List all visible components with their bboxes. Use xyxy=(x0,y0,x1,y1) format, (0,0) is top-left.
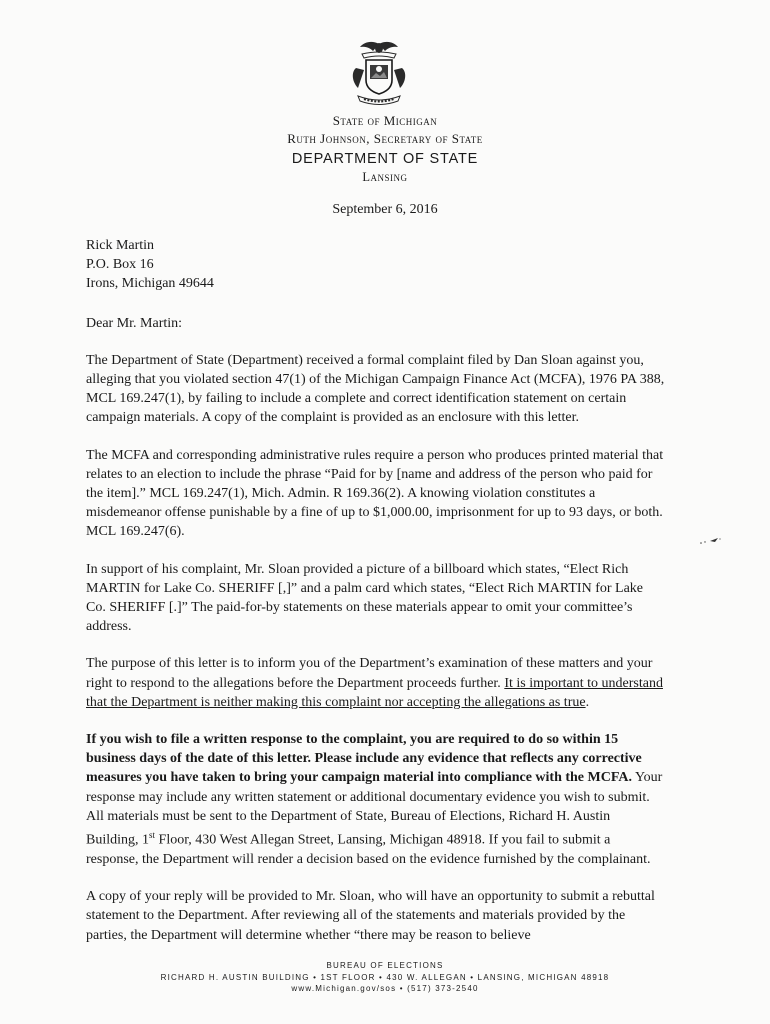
footer-bureau: BUREAU OF ELECTIONS xyxy=(326,961,444,970)
paragraph-purpose xyxy=(86,654,666,712)
paragraph-rebuttal: A copy of your reply will be provided to Mr. Sloan, who will have an opportunity to submit a rebuttal statement to the Department. After reviewing all of the statements and materials provided by the parties, the Department will determine whether “there may be reason to believe xyxy=(86,889,655,943)
salutation: Dear Mr. Martin: xyxy=(86,315,183,331)
letterhead xyxy=(0,112,770,186)
city-name: Lansing xyxy=(362,170,408,184)
paragraph-evidence: In support of his complaint, Mr. Sloan provided a picture of a billboard which states, “Elect Rich MARTIN for Lake Co. SHERIFF [,]” and a palm card which states, “Elect Rich MARTIN for Lake Co. SHERIFF [.]” The paid-for-by statements on these materials appear to omit your committee’s address. xyxy=(86,561,644,635)
recipient-name: Rick Martin xyxy=(86,238,155,253)
paragraph-requirements: The MCFA and corresponding administrative rules require a person who produces printed material that relates to an election to include the phrase “Paid for by [name and address of the person who paid for the item].” MCL 169.247(1), Mich. Admin. R 169.36(2). A knowing violation constitutes a misdemeanor offense punishable by a fine of up to $1,000.00, imprisonment for up to 93 days, or both. MCL 169.247(6). xyxy=(86,447,664,540)
floor-ordinal: st xyxy=(149,830,156,841)
response-deadline: If you wish to file a written response to the complaint, you are required to do so within 15 business days of the date of this letter. Please include any evidence that reflects any corrective measures you have taken to bring your campaign material into compliance with the MCFA. xyxy=(86,732,642,786)
purpose-text: The purpose of this letter is to inform you of the Department’s examination of these matters and your right to respond to the allegations before the Department proceeds further. xyxy=(86,656,653,691)
important-notice: It is important to understand that the Department is neither making this complaint nor accepting the allegations as true xyxy=(86,675,663,710)
footer-contact: www.Michigan.gov/sos • (517) 373-2540 xyxy=(291,984,479,993)
letter-footer xyxy=(0,960,770,995)
scan-speck-icon xyxy=(698,536,722,546)
michigan-state-seal-icon xyxy=(336,38,422,108)
response-text-b: Floor, 430 West Allegan Street, Lansing, Michigan 48918. If you fail to submit a response, the Department will render a decision based on the evidence furnished by the complainant. xyxy=(86,832,651,867)
recipient-address xyxy=(86,236,666,294)
letter-body xyxy=(86,236,666,945)
response-text-a: Your response may include any written statement or additional documentary evidence you wish to submit. All materials must be sent to the Department of State, Bureau of Elections, Richard H. Austin Building, 1 xyxy=(86,770,663,848)
letter-date: September 6, 2016 xyxy=(332,202,438,217)
state-name: State of Michigan xyxy=(332,113,438,128)
paragraph-complaint: The Department of State (Department) received a formal complaint filed by Dan Sloan against you, alleging that you violated section 47(1) of the Michigan Campaign Finance Act (MCFA), 1976 PA 388, MCL 169.247(1), by failing to include a complete and correct identification statement on certain campaign materials. A copy of the complaint is provided as an enclosure with this letter. xyxy=(86,352,665,426)
paragraph-response xyxy=(86,730,666,869)
footer-address: RICHARD H. AUSTIN BUILDING • 1ST FLOOR • 430 W. ALLEGAN • LANSING, MICHIGAN 48918 xyxy=(160,972,610,982)
recipient-street: P.O. Box 16 xyxy=(86,257,154,273)
department-name: DEPARTMENT OF STATE xyxy=(291,151,479,167)
recipient-city: Irons, Michigan 49644 xyxy=(86,276,214,292)
purpose-end: . xyxy=(585,694,590,710)
secretary-name: Ruth Johnson, Secretary of State xyxy=(287,131,483,146)
